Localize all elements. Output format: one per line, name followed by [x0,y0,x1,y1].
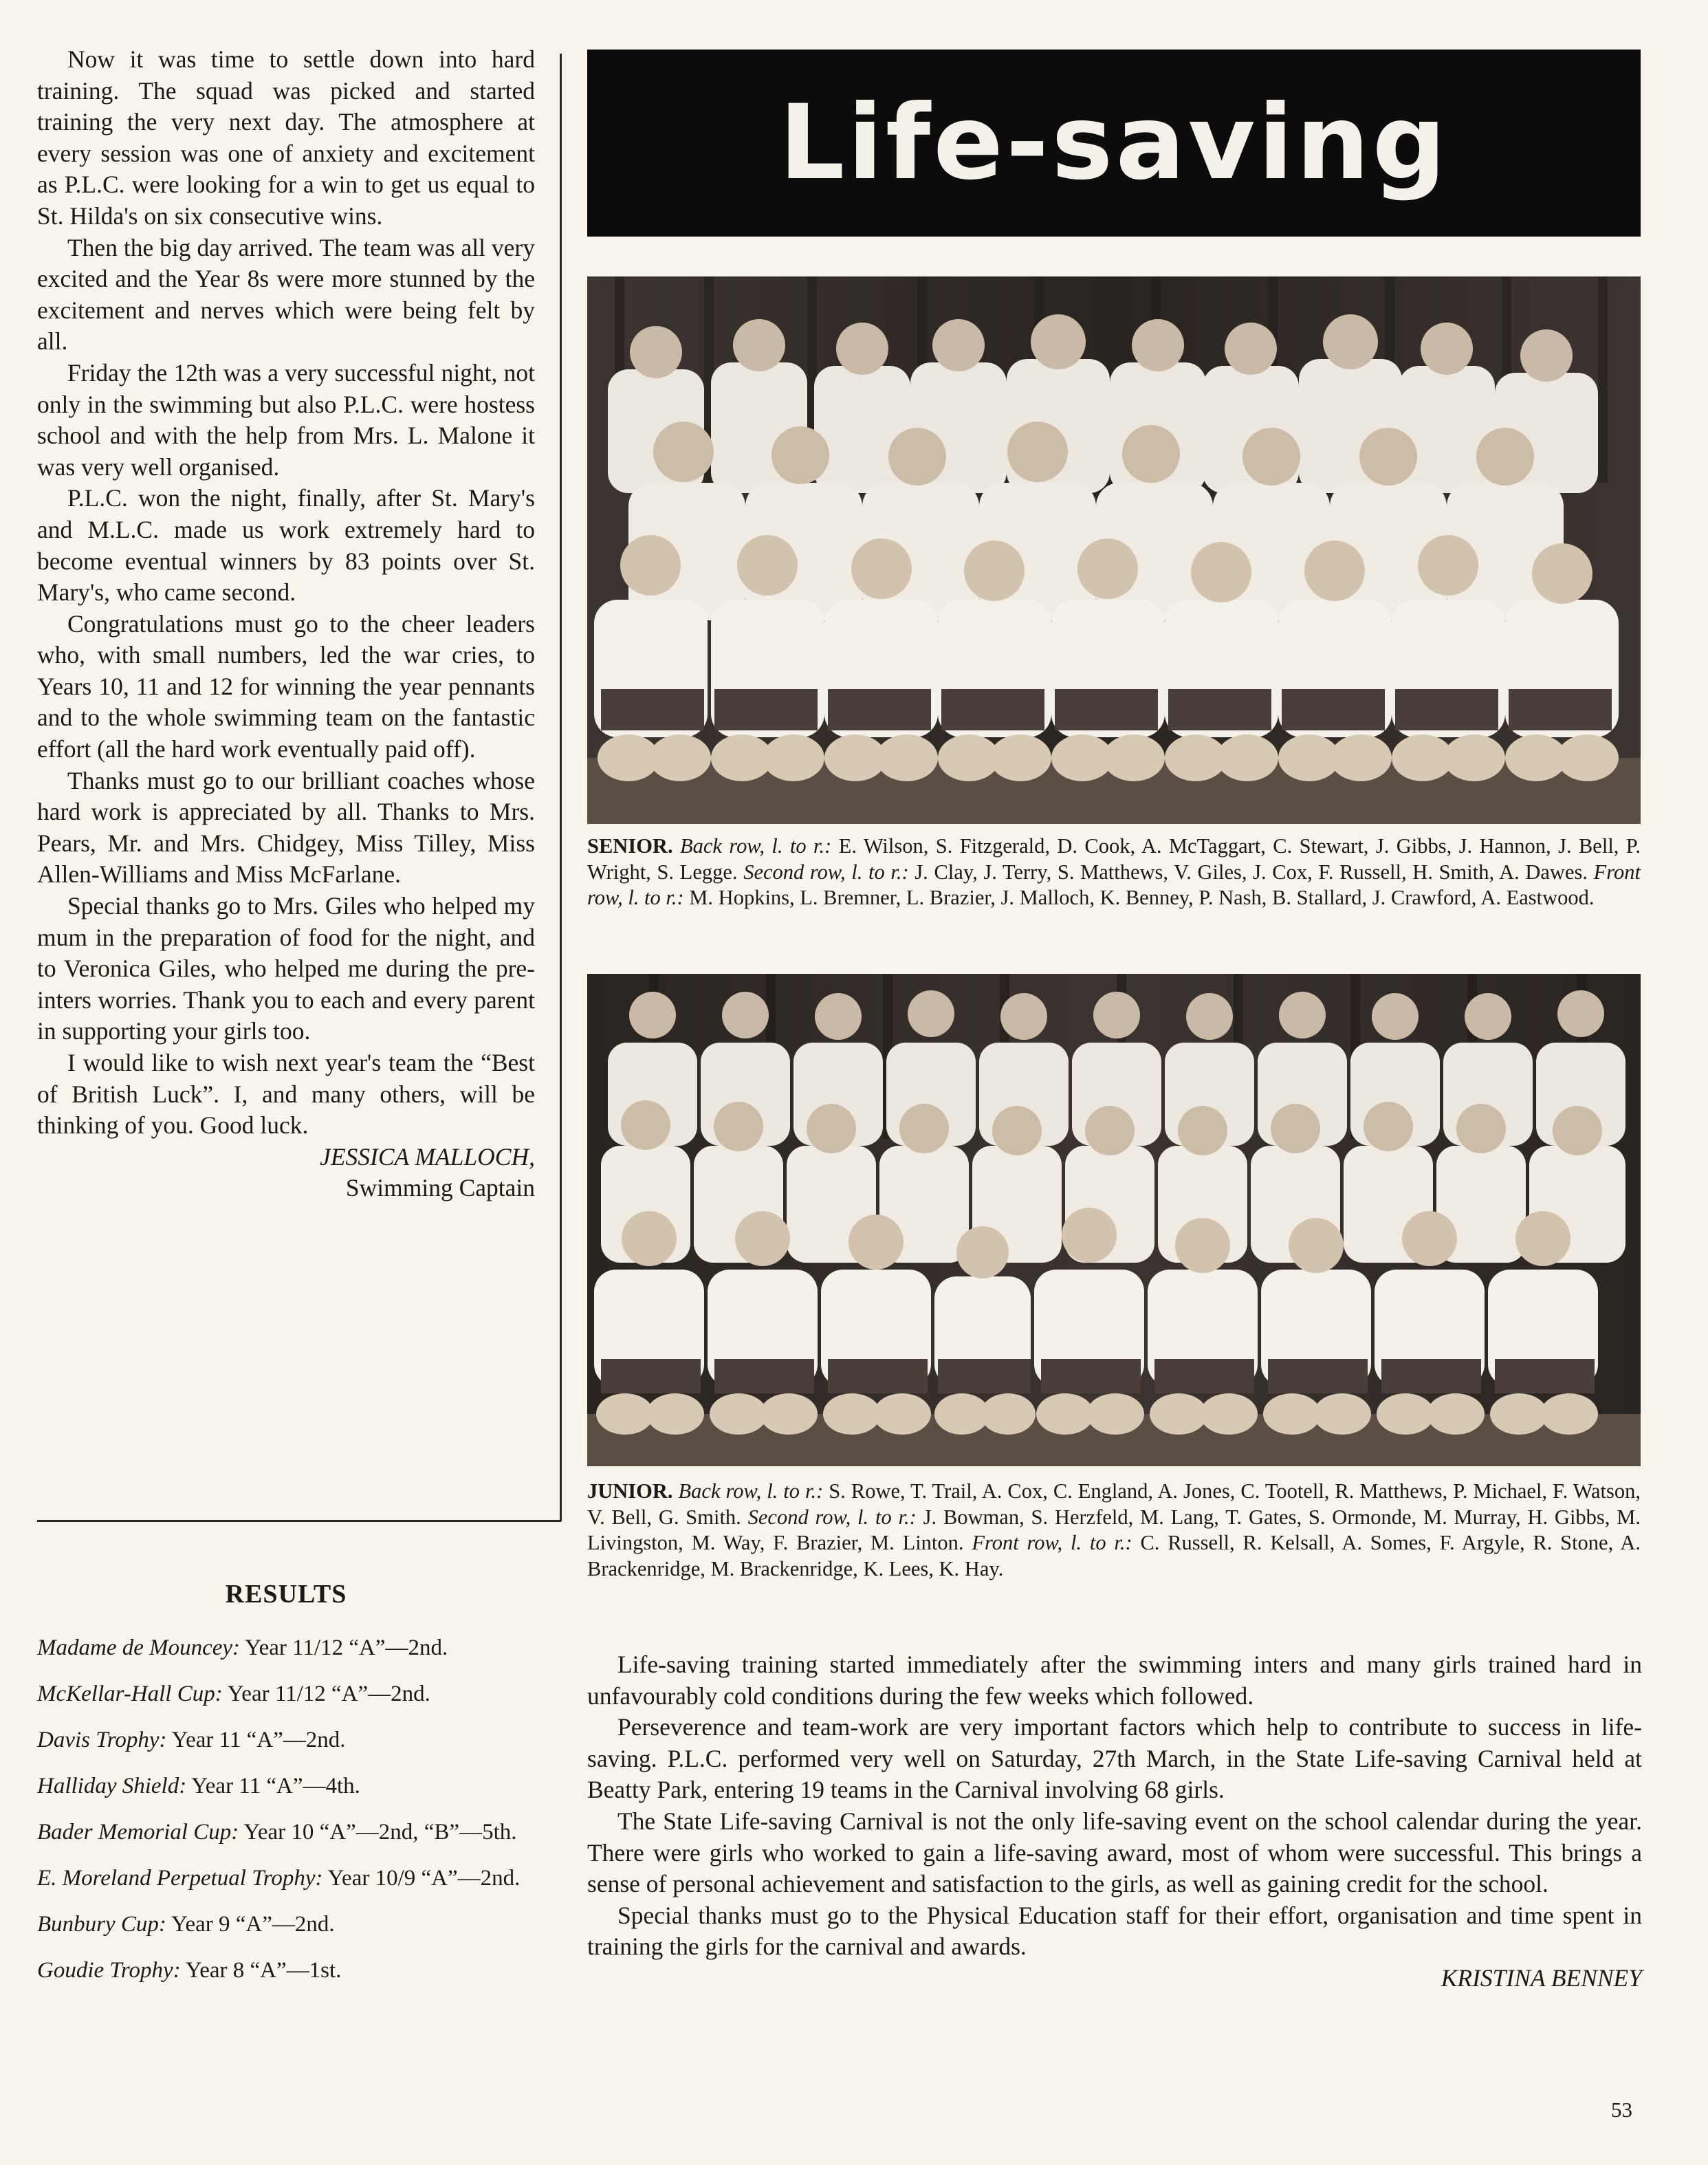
article-paragraph: Special thanks must go to the Physical Education staff for their effort, organisation and time spent in training the girls for the carnival and awards. [587,1901,1642,1961]
trophy-result: Year 10/9 “A”—2nd. [327,1866,521,1891]
trophy-name: Madame de Mouncey: [37,1635,241,1660]
left-paragraph: I would like to wish next year's team the “Best of British Luck”. I, and many others, will be thinking of you. Good luck. [37,1049,535,1140]
caption-names: J. Clay, J. Terry, S. Matthews, V. Giles, J. Cox, F. Russell, H. Smith, A. Dawes. [915,860,1588,884]
junior-team-photo [587,974,1641,1466]
result-item [37,1680,539,1708]
trophy-result: Year 9 “A”—2nd. [171,1912,335,1937]
result-item [37,1726,539,1754]
caption-row-label: Second row, l. to r.: [743,860,909,884]
trophy-result: Year 11 “A”—4th. [191,1774,360,1798]
trophy-name: Goudie Trophy: [37,1958,181,1983]
left-paragraph: Now it was time to settle down into hard training. The squad was picked and started training the very next day. The atmosphere at every session was one of anxiety and excitement as P.L.C. were looking for a win to get us equal to St. Hilda's on six consecutive wins. [37,45,535,230]
trophy-name: Bader Memorial Cup: [37,1820,239,1845]
banner-title: Life-saving [778,83,1449,203]
article-paragraph: Perseverence and team-work are very important factors which help to contribute to success in life-saving. P.L.C. performed very well on Saturday, 27th March, in the State Life-saving Carnival held at Beatty Park, entering 19 teams in the Carnival involving 68 girls. [587,1713,1642,1804]
result-item [37,1772,539,1800]
junior-photo-image [587,974,1641,1466]
column-divider [560,54,562,1521]
signature-role: Swimming Captain [345,1173,535,1201]
caption-names: J. Bowman, S. Herzfeld, M. Lang, T. Gates, S. Ormonde, M. Murray, H. Gibbs, M. Livingston, M. Way, F. Brazier, M. Linton. [587,1505,1641,1555]
trophy-name: Halliday Shield: [37,1774,187,1798]
trophy-result: Year 11/12 “A”—2nd. [245,1635,448,1660]
caption-row-label: Back row, l. to r.: [679,834,832,858]
lifesaving-article [587,1649,1642,1994]
caption-label: JUNIOR. [587,1479,673,1503]
article-paragraph: The State Life-saving Carnival is not the only life-saving event on the school calendar during the year. There were girls who worked to gain a life-saving award, most of whom were successful. This brings a sense of personal achievement and satisfaction to the girls, as well as gaining credit for the school. [587,1807,1642,1898]
senior-caption [587,834,1641,911]
trophy-result: Year 10 “A”—2nd, “B”—5th. [243,1820,517,1845]
result-item [37,1911,539,1938]
results-title: RESULTS [225,1580,347,1609]
signature-name: JESSICA MALLOCH, [320,1142,535,1171]
results-list [37,1634,539,2003]
junior-caption [587,1479,1641,1582]
left-article [37,44,535,1204]
section-banner [587,50,1641,237]
result-item [37,1634,539,1662]
caption-names: C. Russell, R. Kelsall, A. Somes, F. Argyle, R. Stone, A. Brackenridge, M. Brackenridge, K. Lees, K. Hay. [587,1531,1641,1580]
caption-row-label: Front row, l. to r.: [587,860,1641,910]
article-author: KRISTINA BENNEY [1441,1963,1642,1992]
caption-names: S. Rowe, T. Trail, A. Cox, C. England, A. Jones, C. Tootell, R. Matthews, P. Michael, F. Watson, V. Bell, G. Smith. [587,1479,1641,1529]
left-paragraph: Then the big day arrived. The team was all very excited and the Year 8s were more stunned by the excitement and nerves which were being felt by all. [37,233,535,356]
article-paragraph: Life-saving training started immediately after the swimming inters and many girls trained hard in unfavourably cold conditions during the few weeks which followed. [587,1651,1642,1710]
page-number: 53 [1611,2098,1632,2122]
left-paragraph: Thanks must go to our brilliant coaches whose hard work is appreciated by all. Thanks to Mrs. Pears, Mr. and Mrs. Chidgey, Miss Tilley, Miss Allen-Williams and Miss McFarlane. [37,766,535,889]
caption-row-label: Front row, l. to r.: [972,1531,1132,1555]
senior-photo-image [587,276,1641,824]
left-paragraph: P.L.C. won the night, finally, after St. Mary's and M.L.C. made us work extremely hard to become eventual winners by 83 points over St. Mary's, who came second. [37,484,535,607]
trophy-name: McKellar-Hall Cup: [37,1682,223,1706]
caption-row-label: Back row, l. to r.: [678,1479,824,1503]
senior-team-photo [587,276,1641,824]
left-paragraph: Special thanks go to Mrs. Giles who helped my mum in the preparation of food for the night, and to Veronica Giles, who helped me during the pre-inters worries. Thank you to each and every parent in supporting your girls too. [37,892,535,1045]
trophy-result: Year 11/12 “A”—2nd. [227,1682,430,1706]
result-item [37,1957,539,1984]
caption-label: SENIOR. [587,834,673,858]
trophy-result: Year 8 “A”—1st. [185,1958,342,1983]
trophy-name: E. Moreland Perpetual Trophy: [37,1866,323,1891]
caption-names: E. Wilson, S. Fitzgerald, D. Cook, A. McTaggart, C. Stewart, J. Gibbs, J. Hannon, J. Bell, P. Wright, S. Legge. [587,834,1641,884]
left-paragraph: Friday the 12th was a very successful night, not only in the swimming but also P.L.C. were hostess school and with the help from Mrs. L. Malone it was very well organised. [37,358,535,481]
trophy-name: Bunbury Cup: [37,1912,166,1937]
trophy-result: Year 11 “A”—2nd. [171,1728,346,1752]
trophy-name: Davis Trophy: [37,1728,167,1752]
result-item [37,1864,539,1892]
result-item [37,1818,539,1846]
left-paragraph: Congratulations must go to the cheer leaders who, with small numbers, led the war cries, to Years 10, 11 and 12 for winning the year pennants and to the whole swimming team on the fantastic effort (all the hard work eventually paid off). [37,609,535,763]
section-divider [37,1520,561,1522]
caption-names: M. Hopkins, L. Bremner, L. Brazier, J. Malloch, K. Benney, P. Nash, B. Stallard, J. Crawford, A. Eastwood. [689,886,1595,910]
caption-row-label: Second row, l. to r.: [747,1505,917,1529]
